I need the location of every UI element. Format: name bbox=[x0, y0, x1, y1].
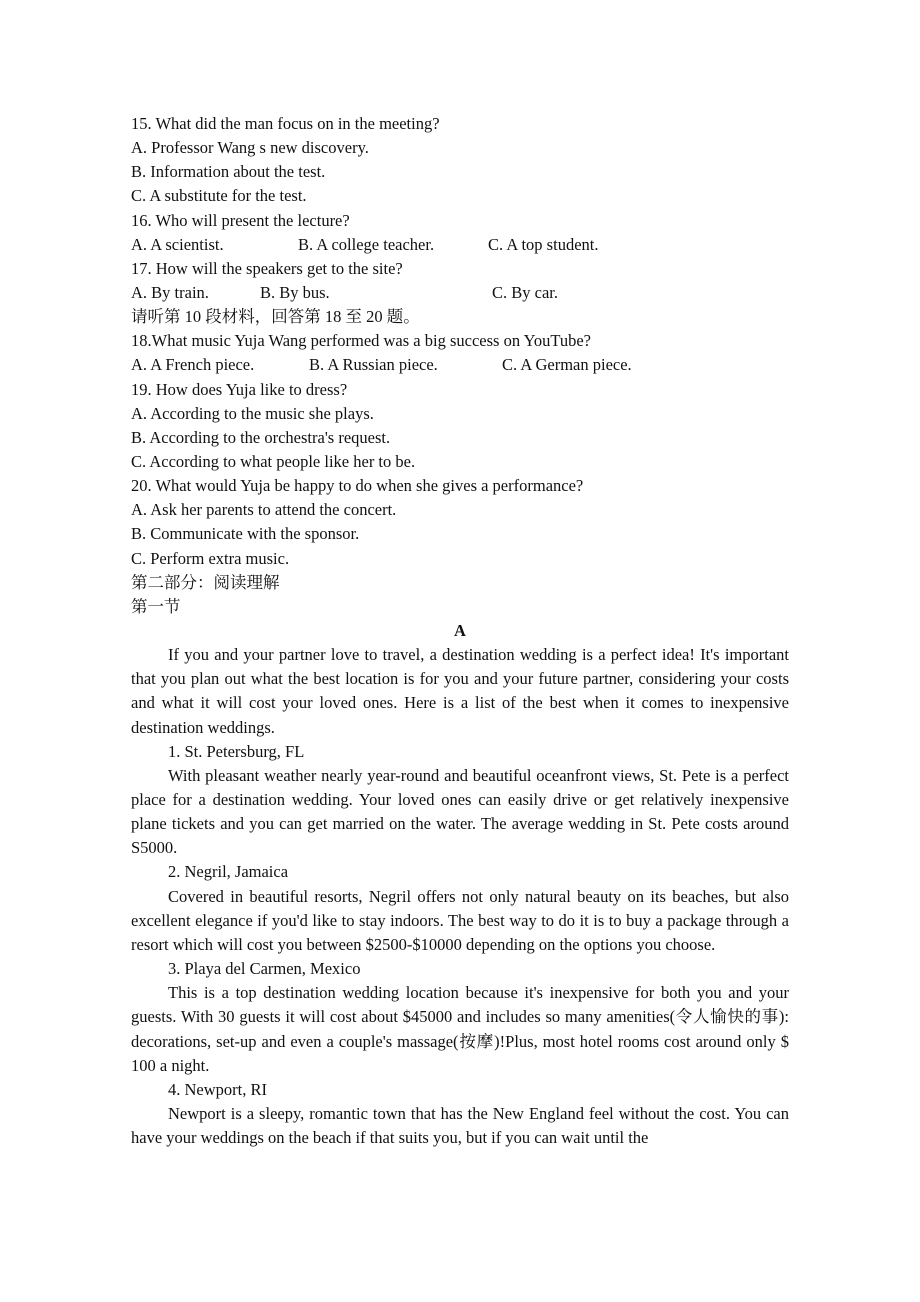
option: B. A college teacher. bbox=[298, 234, 435, 254]
option: B. By bus. bbox=[260, 282, 330, 302]
item-title: 3. Playa del Carmen, Mexico bbox=[168, 959, 361, 979]
item-text: This is a top destination wedding location because it's inexpensive for both you and your guests. With 30 guests it will cost about $45000 and includes so many amenities(令人愉快的事): decorations, set-up and even a couple's massage(按摩)!Plus, most hotel rooms cost around only $ 100 a night. bbox=[131, 983, 789, 1075]
option: C. According to what people like her to be. bbox=[131, 451, 416, 471]
options-row bbox=[131, 281, 789, 305]
question-16: 16. Who will present the lecture? bbox=[131, 210, 350, 230]
option: A. According to the music she plays. bbox=[131, 403, 374, 423]
option: A. A French piece. bbox=[131, 355, 255, 375]
question-17: 17. How will the speakers get to the site? bbox=[131, 258, 403, 278]
option: C. A substitute for the test. bbox=[131, 186, 307, 206]
item-title: 1. St. Petersburg, FL bbox=[168, 741, 305, 761]
option: B. According to the orchestra's request. bbox=[131, 427, 391, 447]
option: A. Professor Wang s new discovery. bbox=[131, 138, 369, 158]
question-20: 20. What would Yuja be happy to do when she gives a performance? bbox=[131, 476, 584, 496]
options-row bbox=[131, 353, 789, 377]
option: B. Information about the test. bbox=[131, 162, 326, 182]
item-text: Covered in beautiful resorts, Negril offers not only natural beauty on its beaches, but also excellent elegance if you'd like to stay indoors. The best way to do it is to buy a package through a resort which will cost you between $2500-$10000 depending on the options you choose. bbox=[131, 886, 789, 954]
item-title: 2. Negril, Jamaica bbox=[168, 862, 289, 882]
option: C. A top student. bbox=[488, 234, 599, 254]
item-text: With pleasant weather nearly year-round and beautiful oceanfront views, St. Pete is a perfect place for a destination wedding. Your loved ones can easily drive or get relatively inexpensive plane tickets and you can get married on the water. The average wedding in St. Pete costs around S5000. bbox=[131, 765, 789, 858]
passage-label: A bbox=[454, 620, 466, 640]
section-heading: 第一节 bbox=[131, 596, 181, 616]
passage-intro: If you and your partner love to travel, a destination wedding is a perfect idea! It's important that you plan out what the best location is for you and your future partner, considering your costs and what it will cost your loved ones. Here is a list of the best when it comes to inexpensive destination weddings. bbox=[131, 645, 789, 737]
item-title: 4. Newport, RI bbox=[168, 1079, 267, 1099]
part-heading: 第二部分：阅读理解 bbox=[131, 572, 280, 592]
section-instruction: 请听第 10 段材料，回答第 18 至 20 题。 bbox=[131, 307, 420, 327]
question-15: 15. What did the man focus on in the meeting? bbox=[131, 114, 440, 133]
option: C. Perform extra music. bbox=[131, 548, 290, 568]
option: A. Ask her parents to attend the concert. bbox=[131, 500, 397, 520]
option: C. By car. bbox=[492, 282, 558, 302]
option: A. A scientist. bbox=[131, 234, 224, 254]
option: B. Communicate with the sponsor. bbox=[131, 524, 360, 544]
question-19: 19. How does Yuja like to dress? bbox=[131, 379, 348, 399]
question-18: 18.What music Yuja Wang performed was a big success on YouTube? bbox=[131, 331, 591, 351]
option: B. A Russian piece. bbox=[309, 355, 438, 375]
options-row bbox=[131, 233, 789, 257]
document-page bbox=[131, 112, 789, 1150]
option: A. By train. bbox=[131, 282, 209, 302]
item-text: Newport is a sleepy, romantic town that has the New England feel without the cost. You can have your weddings on the beach if that suits you, but if you can wait until the bbox=[131, 1104, 789, 1148]
option: C. A German piece. bbox=[502, 355, 632, 375]
